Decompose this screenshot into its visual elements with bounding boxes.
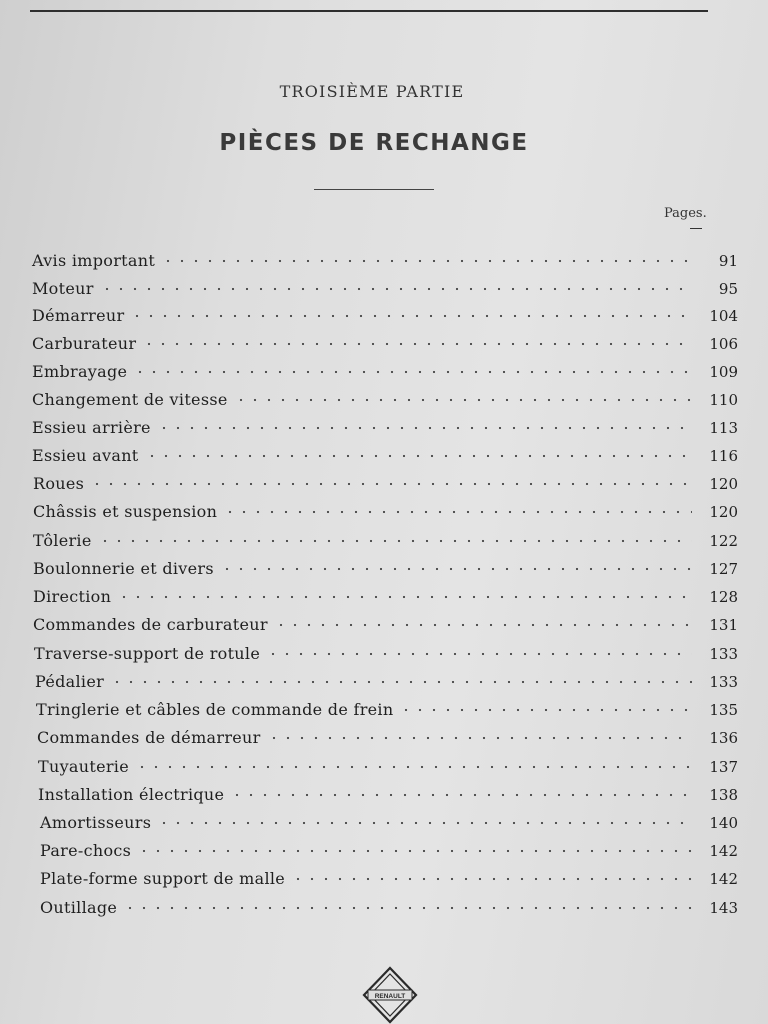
toc-entry-page-number: 131 <box>709 616 738 634</box>
toc-entry-label: Carburateur <box>32 334 137 353</box>
dot-leader <box>98 535 692 547</box>
toc-entry <box>33 526 738 550</box>
part-label: TROISIÈME PARTIE <box>279 82 465 101</box>
dot-leader <box>117 591 692 603</box>
toc-entry <box>32 385 738 409</box>
toc-entry-label: Commandes de démarreur <box>37 728 261 747</box>
toc-entry <box>40 864 738 888</box>
toc-entry-page-number: 133 <box>709 645 738 663</box>
toc-entry-label: Boulonnerie et divers <box>33 559 214 578</box>
dot-leader <box>133 366 692 378</box>
dot-leader <box>157 817 692 829</box>
toc-entry-page-number: 113 <box>709 419 738 437</box>
dot-leader <box>100 283 692 295</box>
dot-leader <box>291 873 692 885</box>
toc-entry <box>33 582 738 606</box>
toc-entry <box>32 246 738 270</box>
toc-entry-label: Plate-forme support de malle <box>40 869 286 888</box>
toc-entry-page-number: 137 <box>709 758 738 776</box>
dot-leader <box>223 506 692 518</box>
toc-entry-label: Avis important <box>32 251 156 270</box>
toc-entry-label: Pédalier <box>35 672 105 691</box>
toc-entry-page-number: 140 <box>709 814 738 832</box>
toc-entry-label: Essieu avant <box>32 446 139 465</box>
toc-entry-page-number: 120 <box>709 475 738 493</box>
toc-entry-label: Tôlerie <box>33 531 92 550</box>
toc-entry-page-number: 143 <box>709 899 738 917</box>
toc-entry <box>37 723 738 747</box>
toc-entry-label: Embrayage <box>32 362 128 381</box>
toc-entry <box>33 610 738 634</box>
toc-entry-label: Roues <box>33 474 85 493</box>
toc-entry-page-number: 142 <box>709 870 738 888</box>
toc-entry <box>40 836 738 860</box>
toc-entry-page-number: 110 <box>709 391 738 409</box>
toc-entry <box>40 808 738 832</box>
toc-entry-page-number: 136 <box>709 729 738 747</box>
toc-entry <box>36 695 738 719</box>
toc-entry-label: Changement de vitesse <box>32 390 228 409</box>
toc-entry-label: Essieu arrière <box>32 418 151 437</box>
toc-entry-page-number: 133 <box>709 673 738 691</box>
dot-leader <box>266 648 692 660</box>
renault-diamond-logo-icon <box>362 966 418 1024</box>
dot-leader <box>230 789 692 801</box>
toc-entry <box>32 357 738 381</box>
toc-entry <box>33 497 738 521</box>
toc-entry-label: Tuyauterie <box>38 757 129 776</box>
toc-entry <box>40 893 738 917</box>
toc-entry-page-number: 138 <box>709 786 738 804</box>
toc-entry <box>35 667 738 691</box>
toc-entry-label: Commandes de carburateur <box>33 615 268 634</box>
toc-entry <box>38 780 738 804</box>
dot-leader <box>234 394 692 406</box>
toc-entry <box>33 554 738 578</box>
dot-leader <box>90 478 692 490</box>
dot-leader <box>157 422 692 434</box>
page-title: PIÈCES DE RECHANGE <box>219 130 529 156</box>
dot-leader <box>123 902 692 914</box>
dot-leader <box>135 761 692 773</box>
toc-entry-label: Amortisseurs <box>40 813 152 832</box>
toc-entry-label: Direction <box>33 587 112 606</box>
toc-entry-page-number: 127 <box>709 560 738 578</box>
dot-leader <box>399 704 692 716</box>
toc-entry <box>33 469 738 493</box>
toc-entry <box>32 329 738 353</box>
toc-entry-page-number: 135 <box>709 701 738 719</box>
dot-leader <box>142 338 692 350</box>
toc-entry-label: Moteur <box>32 279 94 298</box>
dot-leader <box>267 732 692 744</box>
toc-entry-label: Tringlerie et câbles de commande de frein <box>36 700 394 719</box>
toc-entry <box>32 413 738 437</box>
toc-entry <box>32 274 738 298</box>
toc-entry-page-number: 106 <box>709 335 738 353</box>
dot-leader <box>145 450 692 462</box>
toc-entry-label: Outillage <box>40 898 118 917</box>
logo-text: RENAULT <box>374 993 406 1000</box>
toc-entry-page-number: 122 <box>709 532 738 550</box>
toc-entry-page-number: 120 <box>709 503 738 521</box>
dot-leader <box>274 619 692 631</box>
toc-entry-page-number: 104 <box>709 307 738 325</box>
toc-entry-page-number: 91 <box>718 252 738 270</box>
toc-entry-page-number: 95 <box>718 280 738 298</box>
pages-column-header: Pages. <box>664 206 707 221</box>
toc-entry-label: Pare-chocs <box>40 841 132 860</box>
toc-entry-page-number: 116 <box>709 447 738 465</box>
dot-leader <box>161 255 692 267</box>
toc-entry-label: Traverse-support de rotule <box>34 644 261 663</box>
dot-leader <box>110 676 692 688</box>
toc-entry <box>38 752 738 776</box>
dot-leader <box>130 310 692 322</box>
toc-entry <box>32 441 738 465</box>
toc-entry-label: Châssis et suspension <box>33 502 218 521</box>
dot-leader <box>220 563 692 575</box>
toc-entry-page-number: 128 <box>709 588 738 606</box>
toc-entry-label: Installation électrique <box>38 785 225 804</box>
toc-entry <box>32 301 738 325</box>
toc-entry-page-number: 109 <box>709 363 738 381</box>
dot-leader <box>137 845 692 857</box>
toc-entry <box>34 639 738 663</box>
toc-entry-label: Démarreur <box>32 306 125 325</box>
toc-entry-page-number: 142 <box>709 842 738 860</box>
